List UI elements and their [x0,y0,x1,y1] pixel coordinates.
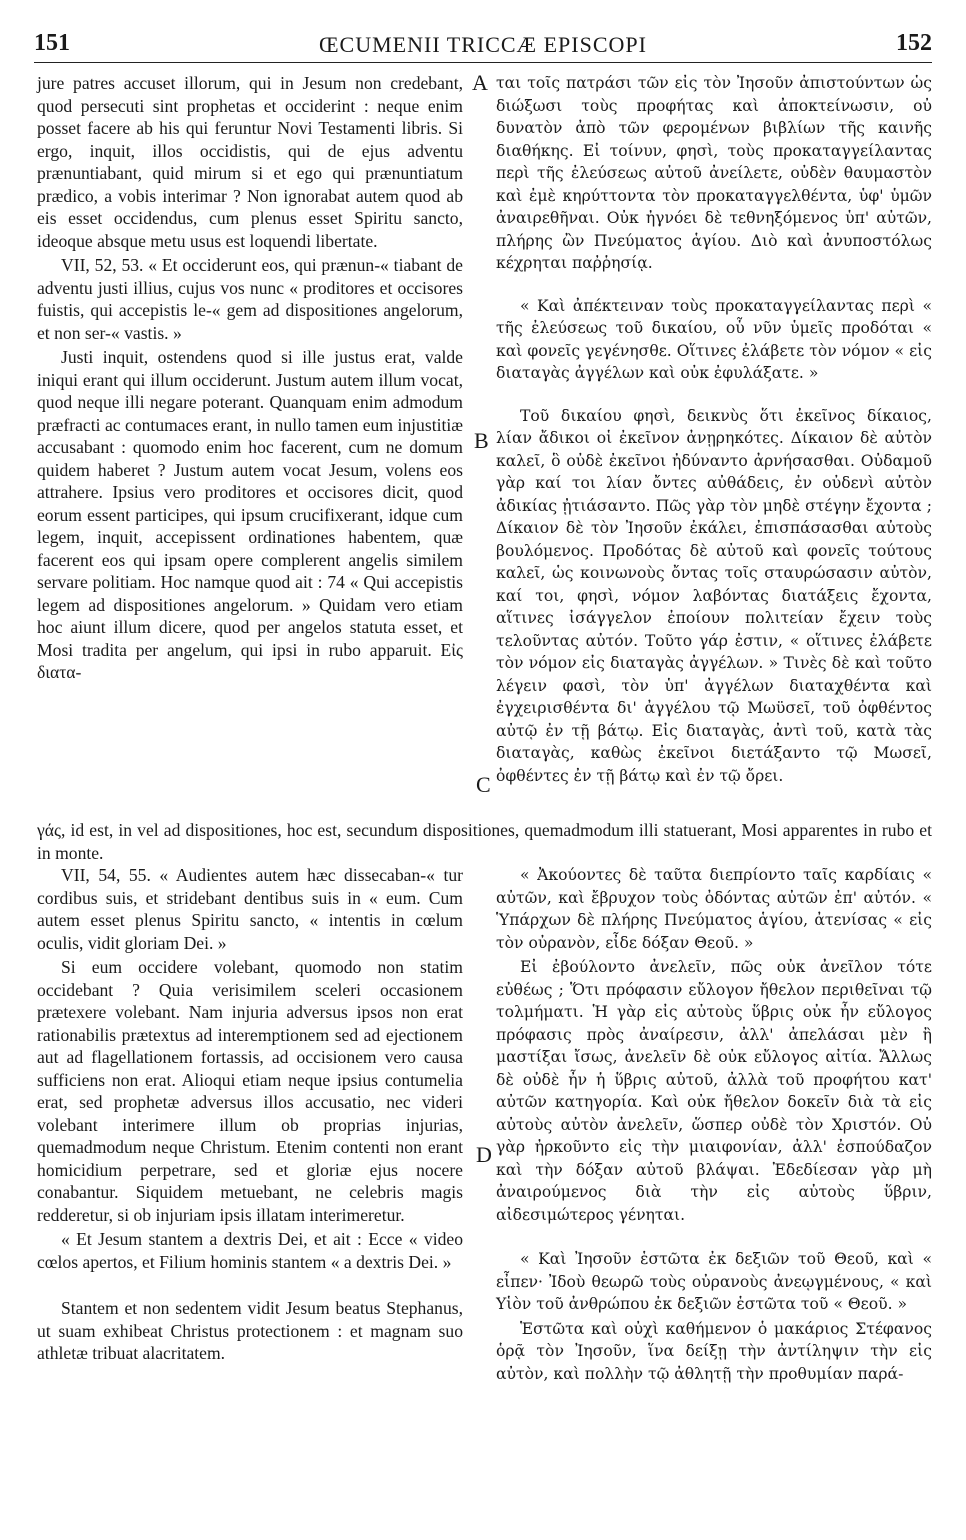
latin-paragraph: Justi inquit, ostendens quod si ille justus erat, valde iniqui erant qui illum occiderunt. Justum autem illum vocat, quod neque illi negare poterant. Quanquam enim admodum præfracti ac contumaces erant, in nullo tamen eum injustitiæ accusabant : quomodo enim hoc facerent, cum ne domum quidem haberet ? Justum autem vocat Jesum, volens eos attrahere. Ipsius vero proditores et occisores dicit, quod eorum essent participes, qui ipsum crucifixerant, idque cum legem, inquit, accepissent ordinationes habentem, quæ facerent eos qui ipsam opere complerent angelis similem servare politiam. Hoc namque quod ait : 74 « Qui accepistis legem ad dispositiones angelorum. » Quidam vero etiam hoc aiunt illum dicere, quod per angelos statuta esset, et Mosi tradita per angelum, qui ipsi in rubo apparuit. Εἰς διατα- [37,347,463,682]
latin-verse-quote: VII, 54, 55. « Audientes autem hæc dissecaban-« tur cordibus suis, et stridebant dentibus suis in « eum. Cum autem esset plenus Spiritu sancto, « intentis in cœlum oculis, vidit gloriam Dei. » [37,865,463,953]
margin-marker-c: C [476,772,491,797]
right-page-number: 152 [896,30,932,56]
latin-paragraph: jure patres accuset illorum, qui in Jesum non credebant, quod persecuti sint prophetas et occiderint : neque enim posset facere ab his qui feruntur Novi Testamenti libris. Si ergo, inquit, illos occidistis, qui de ejus adventu prænuntiabant, quid mirum si et ego qui prænuntiatum prædico, a vobis interimar ? Non ignorabat autem quod ab eis esset occidendus, cum plenus esset Spiritu sancto, ideoque absque metu usus est loquendi libertate. [37,73,463,251]
margin-marker-a: A [472,70,488,95]
greek-verse-quote: « Καὶ ἀπέκτειναν τοὺς προκαταγγείλαντας περὶ « τῆς ἐλεύσεως τοῦ δικαίου, οὗ νῦν ὑμεῖς προδόται « καὶ φονεῖς γεγένησθε. Οἵτινες ἐλάβετε τὸν νόμον « εἰς διαταγὰς ἀγγέλων καὶ οὐκ ἐφυλάξατε. » [496,296,932,382]
margin-marker-d: D [476,1142,492,1167]
latin-verse-quote: VII, 52, 53. « Et occiderunt eos, qui prænun-« tiabant de adventu justi illius, cujus vos nunc « proditores et occisores fuistis, qui accepistis le-« gem ad dispositiones angelorum, et non ser-« vastis. » [37,255,463,343]
full-width-text: γάς, id est, in vel ad dispositiones, hoc est, secundum dispositiones, quemadmodum illi statuerant, Mosi apparentes in rubo et in monte. [37,820,932,863]
latin-verse-quote: « Et Jesum stantem a dextris Dei, et ait : Ecce « video cœlos apertos, et Filium hominis stantem « a dextris Dei. » [37,1229,463,1272]
latin-column-top [37,72,463,684]
greek-verse-quote: « Ἀκούοντες δὲ ταῦτα διεπρίοντο ταῖς καρδίαις « αὐτῶν, καὶ ἔβρυχον τοὺς ὀδόντας αὐτῶν ἐπ' αὐτόν. « Ὑπάρχων δὲ πλήρης Πνεύματος ἁγίου, ἀτενίσας « εἰς τὸν οὐρανὸν, εἶδε δόξαν Θεοῦ. » [496,866,932,952]
full-width-line [37,819,932,864]
latin-paragraph: Si eum occidere volebant, quomodo non statim occidebant ? Quia verisimilem sceleri occasionem prætexere volebant. Nam injuria adversus ipsos non erat rationabilis prætextus ad interemptionem sed ad ejectionem aut ad flagellationem fortassis, ad occisionem vero causa sufficiens non erat. Alioqui etiam neque ipsius contumelia erat, sed prophetæ adversus illos accusatio, nec videri volebant interimere illum ob proprias injurias, quemadmodum neque Christum. Etenim contenti non erant homicidium perpetrare, sed et gloriæ ejus nocere conabantur. Siquidem metuebant, ne celebris magis redderetur, si ob injuriam ipsis illatam interimeretur. [37,957,463,1225]
latin-paragraph: Stantem et non sedentem vidit Jesum beatus Stephanus, ut suam exhibeat Christus protectionem : et magnam suo athletæ tribuat alacritatem. [37,1298,463,1363]
greek-paragraph: Εἰ ἐβούλοντο ἀνελεῖν, πῶς οὐκ ἀνεῖλον τότε εὐθέως ; Ὅτι πρόφασιν εὔλογον ἤθελον περιθεῖναι τῷ τολμήματι. Ἡ γὰρ εἰς αὐτοὺς ὕβρις οὐκ ἦν εὔλογος πρόφασις πρὸς ἀναίρεσιν, ἀλλ' ἀπελάσαι μὲν ἢ μαστίξαι ἴσως, ἀνελεῖν δὲ οὐκ εὔλογος αἰτία. Ἄλλως δὲ οὐδὲ ἦν ἡ ὕβρις αὐτοῦ, ἀλλὰ τοῦ προφήτου κατ' αὐτῶν κατηγορία. Καὶ οὐκ ἤθελον δοκεῖν διὰ τὰ εἰς αὐτοὺς αὐτὸν ἀνελεῖν, ὥσπερ οὐδὲ τὸν Χριστόν. Οὐ γὰρ ἠρκοῦντο εἰς τὴν μιαιφονίαν, ἀλλ' ἐσπούδαζον καὶ τὴν δόξαν αὐτοῦ βλάψαι. Ἐδεδίεσαν γὰρ μὴ ἀναιρούμενος διὰ τὴν εἰς αὐτοὺς ὕβριν, αἰδεσιμώτερος γένηται. [496,958,932,1224]
greek-paragraph: ται τοῖς πατράσι τῶν εἰς τὸν Ἰησοῦν ἀπιστούντων ὡς διώξωσι τοὺς προφήτας καὶ ἀποκτείνωσιν, οὐ δυνατὸν ἀπὸ τῶν φερομένων βιβλίων τῆς καινῆς διαθήκης. Εἰ τοίνυν, φησὶ, τοὺς προκαταγγείλαντας περὶ τῆς ἐλεύσεως αὐτοῦ ἀνείλετε, οὐδὲν θαυμαστὸν καὶ ἐμὲ κηρύττοντα τὸν προκαταγγελθέντα, ὑφ' ὑμῶν ἀναιρεθῆναι. Οὐκ ἠγνόει δὲ τεθνηξόμενος ὑπ' αὐτῶν, πλήρης ὢν Πνεύματος ἁγίου. Διὸ καὶ ἀνυποστόλως κέχρηται παῤῥησίᾳ. [496,74,932,272]
greek-column-top [496,72,932,787]
header-rule [34,62,932,63]
margin-marker-b: B [474,428,489,453]
greek-paragraph: Ἑστῶτα καὶ οὐχὶ καθήμενον ὁ μακάριος Στέφανος ὁρᾷ τὸν Ἰησοῦν, ἵνα δείξῃ τὴν ἀντίληψιν τὴν εἰς αὐτὸν, καὶ πολλὴν τῷ ἀθλητῇ τὴν προθυμίαν παρά- [496,1319,932,1383]
running-title: ŒCUMENII TRICCÆ EPISCOPI [319,32,647,57]
greek-column-bottom [496,864,932,1385]
greek-paragraph: Τοῦ δικαίου φησὶ, δεικνὺς ὅτι ἐκεῖνος δίκαιος, λίαν ἄδικοι οἱ ἐκεῖνον ἀνῃρηκότες. Δίκαιον δὲ αὐτὸν καλεῖ, ὃ οὐδὲ ἐκεῖνοι ἠδύναντο ἀρνήσασθαι. Οὐδαμοῦ γὰρ καί τοι λίαν ὄντες αὐθάδεις, ἐν οὐδενὶ αὐτὸν ἀδικίας ᾐτιάσαντο. Πῶς γὰρ τὸν μηδὲ στέγην ἔχοντα ; Δίκαιον δὲ τὸν Ἰησοῦν ἐκάλει, ἐπισπάσασθαι αὐτοὺς βουλόμενος. Προδότας δὲ αὐτοῦ καὶ φονεῖς τούτους καλεῖ, ὡς κοινωνοὺς ὄντας τοῖς σταυρώσασιν αὐτὸν, καί τοι, φησὶ, νόμον λαβόντας διατάξεις ἔχοντα, αἵτινες ἰσάγγελον ἐποίουν πολιτείαν ἔχειν τοὺς τελοῦντας αὐτόν. Τοῦτο γάρ ἐστιν, « οἵτινες ἐλάβετε τὸν νόμον εἰς διαταγὰς ἀγγέλων. » Τινὲς δὲ καὶ τοῦτο λέγειν φασὶ, τὸν ὑπ' ἀγγέλων διαταχθέντα καὶ ἐγχειρισθέντα δι' ἀγγέλου τῷ Μωϋσεῖ, τοῦ ὀφθέντος αὐτῷ ἐν τῇ βάτῳ. Εἰς διαταγὰς, ἀντὶ τοῦ, κατὰ τὰς διαταγὰς, καθὼς ἐκεῖνοι διετάξαντο τῷ Μωσεῖ, ὀφθέντες ἐν τῇ βάτῳ καὶ ἐν τῷ ὄρει. [496,406,932,785]
page-header [34,30,932,62]
latin-column-bottom [37,864,463,1365]
greek-verse-quote: « Καὶ Ἰησοῦν ἑστῶτα ἐκ δεξιῶν τοῦ Θεοῦ, καὶ « εἶπεν· Ἰδοὺ θεωρῶ τοὺς οὐρανοὺς ἀνεῳγμένους, « καὶ Υἱὸν τοῦ ἀνθρώπου ἐκ δεξιῶν ἑστῶτα τοῦ « Θεοῦ. » [496,1250,932,1313]
left-page-number: 151 [34,30,70,56]
